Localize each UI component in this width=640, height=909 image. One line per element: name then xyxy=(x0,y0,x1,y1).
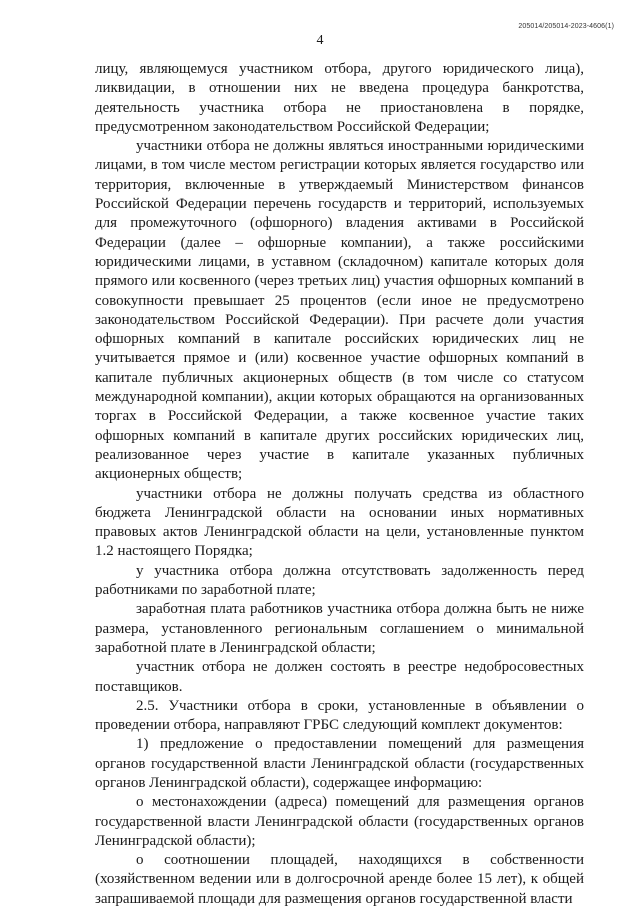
paragraph-location-info: о местонахождении (адреса) помещений для размещения органов государственной власти Ленинградской области (государственных органов Ленинградской области); xyxy=(95,794,584,849)
paragraph-item-1-proposal: 1) предложение о предоставлении помещений для размещения органов государственной власти Ленинградской области (государственных органов Ленинградской области), содержащее информацию: xyxy=(95,736,584,791)
paragraph-section-2-5: 2.5. Участники отбора в сроки, установленные в объявлении о проведении отбора, направляют ГРБС следующий комплект документов: xyxy=(95,697,584,734)
page-number: 4 xyxy=(316,33,324,48)
paragraph-minimum-wage-requirement: заработная плата работников участника отбора должна быть не ниже размера, установленного региональным соглашением о минимальной заработной плате в Ленинградской области; xyxy=(95,601,584,656)
paragraph-wage-debt-requirement: у участника отбора должна отсутствовать задолженность перед работниками по заработной плате; xyxy=(95,562,584,599)
paragraph-area-ratio-info: о соотношении площадей, находящихся в собственности (хозяйственном ведении или в долгосрочной аренде более 15 лет), к общей запрашиваемой площади для размещения органов государственной власти xyxy=(95,852,584,907)
paragraph-budget-funds-requirement: участники отбора не должны получать средства из областного бюджета Ленинградской области на основании иных нормативных правовых актов Ленинградской области на цели, установленные пунктом 1.2 настоящего Порядка; xyxy=(95,485,584,560)
paragraph-continuation: лицу, являющемуся участником отбора, другого юридического лица), ликвидации, в отношении них не введена процедура банкротства, деятельность участника отбора не приостановлена в порядке, предусмотренном законодательством Российской Федерации; xyxy=(95,61,584,135)
paragraph-registry-requirement: участник отбора не должен состоять в реестре недобросовестных поставщиков. xyxy=(95,659,584,695)
document-id: 205014/205014-2023-4606(1) xyxy=(518,23,614,30)
document-body xyxy=(95,60,584,909)
paragraph-offshore-requirement: участники отбора не должны являться иностранными юридическими лицами, в том числе местом регистрации которых является государство или территория, включенные в утверждаемый Министерством финансов Российской Федерации перечень государств и территорий, используемых для промежуточного (офшорного) владения активами в Российской Федерации (далее – офшорные компании), а также российскими юридическими лицами, в уставном (складочном) капитале которых доля прямого или косвенного (через третьих лиц) участия офшорных компаний в совокупности превышает 25 процентов (если иное не предусмотрено законодательством Российской Федерации). При расчете доли участия офшорных компаний в капитале российских юридических лиц не учитывается прямое и (или) косвенное участие офшорных компаний в капитале публичных акционерных обществ (в том числе со статусом международной компании), акции которых обращаются на организованных торгах в Российской Федерации, а также косвенное участие таких офшорных компаний в капитале других российских юридических лиц, реализованное через участие в капитале указанных публичных акционерных обществ; xyxy=(95,138,584,483)
